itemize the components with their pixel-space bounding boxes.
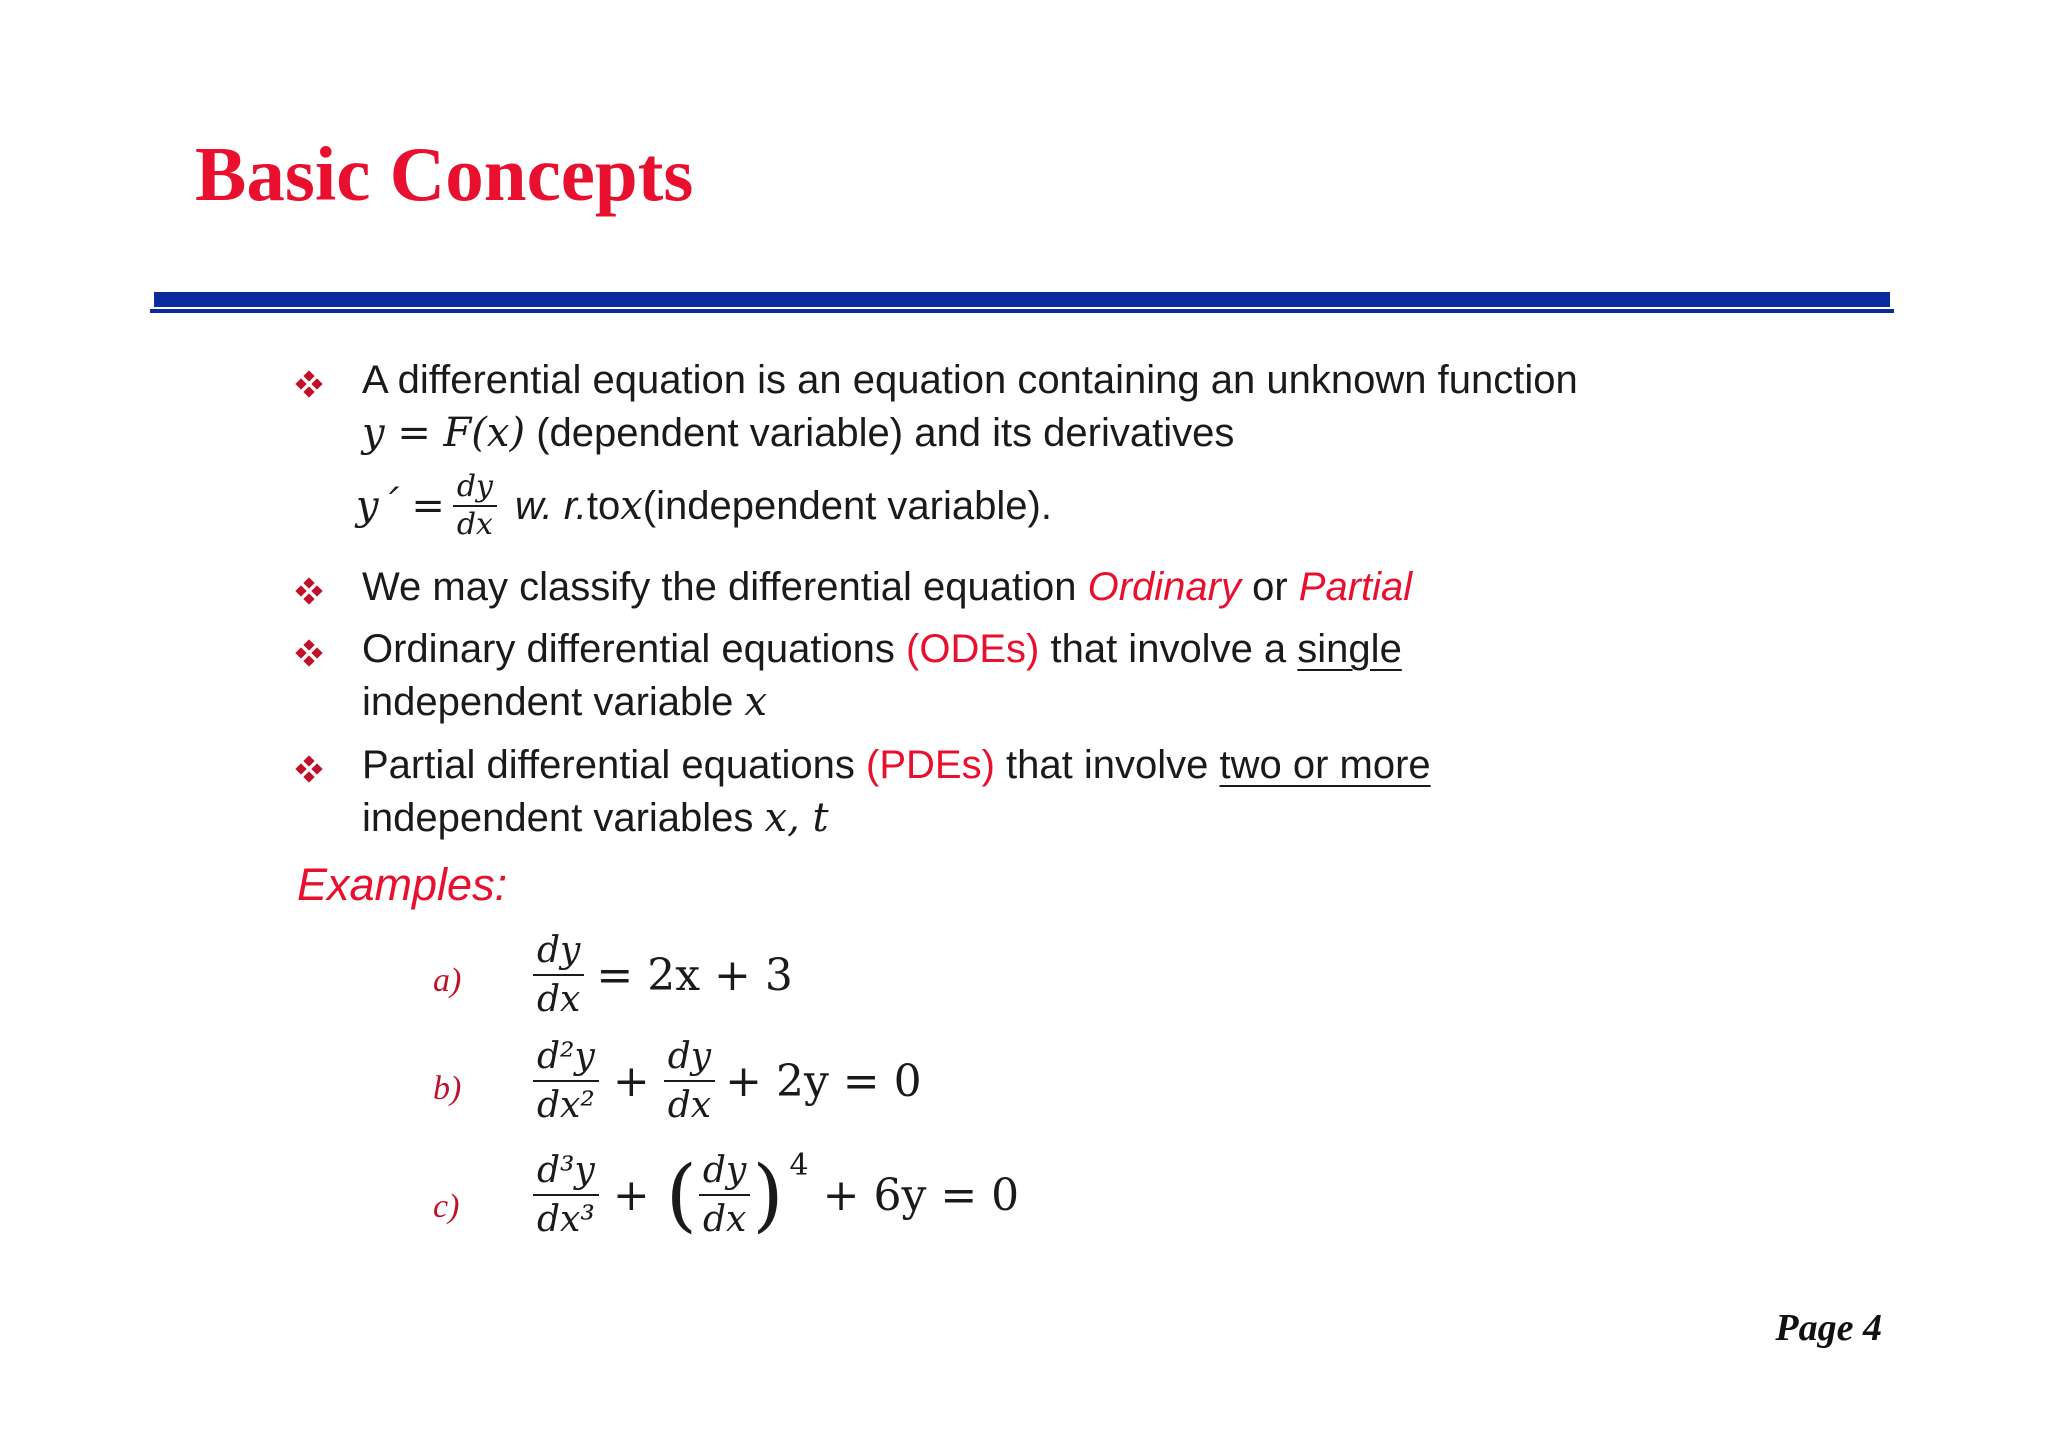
fraction-numerator: dy <box>667 1036 712 1077</box>
bullet-2-line <box>362 567 1412 607</box>
example-a-equation <box>533 930 793 1020</box>
fraction-denominator: dx² <box>537 1085 595 1126</box>
bullet-2-text: We may classify the differential equation <box>362 565 1088 609</box>
title-divider-thick <box>154 292 1890 307</box>
with-respect-text: w. r. <box>514 484 587 528</box>
derivative-fraction <box>453 469 497 542</box>
fraction-denominator: dx³ <box>537 1199 595 1240</box>
fraction-denominator: dx <box>456 507 493 542</box>
bullet-4-line-1 <box>362 745 1431 785</box>
bullet-1-line-3-tail: (independent variable). <box>642 484 1052 528</box>
example-c-equation <box>533 1147 1020 1241</box>
fraction-numerator: d³y <box>537 1150 595 1191</box>
fraction-denominator: dx <box>667 1085 712 1126</box>
page-number: Page 4 <box>1775 1307 1882 1349</box>
left-paren: ( <box>665 1148 697 1241</box>
bullet-3-line-2 <box>362 679 768 725</box>
example-a-rhs: = 2x + 3 <box>596 949 793 1001</box>
example-b-fraction-1 <box>533 1036 599 1126</box>
title-divider-thin <box>150 309 1894 313</box>
fraction-numerator: dy <box>456 469 493 504</box>
two-or-more-underlined: two or more <box>1219 743 1431 787</box>
bullet-diamond-icon <box>297 579 321 603</box>
function-expression: y = F(x) <box>362 410 526 456</box>
to-text: to <box>586 484 621 528</box>
bullet-diamond-icon <box>297 641 321 665</box>
example-b-rhs: + 2y = 0 <box>725 1055 922 1107</box>
partial-term: Partial <box>1298 565 1413 609</box>
bullet-4-line-2-text: independent variables <box>362 796 765 840</box>
odes-abbr: (ODEs) <box>906 627 1040 671</box>
bullet-1-line-1: A differential equation is an equation containing an unknown function <box>362 358 1578 402</box>
independent-var: x <box>620 483 643 529</box>
fraction-denominator: dx <box>702 1199 747 1240</box>
derivative-lhs: y´ = <box>356 483 445 529</box>
example-c-rhs: + 6y = 0 <box>822 1169 1020 1221</box>
examples-heading: Examples: <box>297 859 508 910</box>
ode-var: x <box>744 679 768 725</box>
exponent: 4 <box>789 1147 809 1183</box>
slide-title: Basic Concepts <box>195 131 694 217</box>
example-b-equation <box>533 1036 922 1126</box>
bullet-diamond-icon <box>297 372 321 396</box>
plus-operator: + <box>612 1169 650 1221</box>
fraction-numerator: d²y <box>537 1036 595 1077</box>
bullet-1-line-2-text: (dependent variable) and its derivatives <box>525 411 1235 455</box>
fraction-numerator: dy <box>702 1150 747 1191</box>
example-a-fraction <box>533 930 584 1020</box>
bullet-3-mid: that involve a <box>1039 627 1298 671</box>
bullet-4-mid: that involve <box>994 743 1220 787</box>
example-b-label: b) <box>433 1070 462 1107</box>
bullet-3-line-1 <box>362 629 1402 669</box>
bullet-3-text: Ordinary differential equations <box>362 627 907 671</box>
bullet-4-line-2 <box>362 795 829 841</box>
right-paren: ) <box>752 1148 784 1241</box>
example-b-fraction-2 <box>664 1036 715 1126</box>
pde-vars: x, t <box>764 795 829 841</box>
bullet-diamond-icon <box>297 757 321 781</box>
bullet-4-text: Partial differential equations <box>362 743 867 787</box>
bullet-1-line-2 <box>362 410 1235 456</box>
plus-operator: + <box>612 1055 650 1107</box>
or-text: or <box>1240 565 1299 609</box>
bullet-1-line-3 <box>356 469 1052 542</box>
fraction-numerator: dy <box>537 930 581 971</box>
bullet-3-line-2-text: independent variable <box>362 680 745 724</box>
example-c-fraction-1 <box>533 1150 599 1240</box>
ordinary-term: Ordinary <box>1087 565 1241 609</box>
example-a-label: a) <box>433 962 462 999</box>
fraction-denominator: dx <box>537 979 581 1020</box>
example-c-label: c) <box>433 1188 460 1225</box>
pdes-abbr: (PDEs) <box>866 743 995 787</box>
single-underlined: single <box>1297 627 1402 671</box>
example-c-fraction-2 <box>699 1150 750 1240</box>
